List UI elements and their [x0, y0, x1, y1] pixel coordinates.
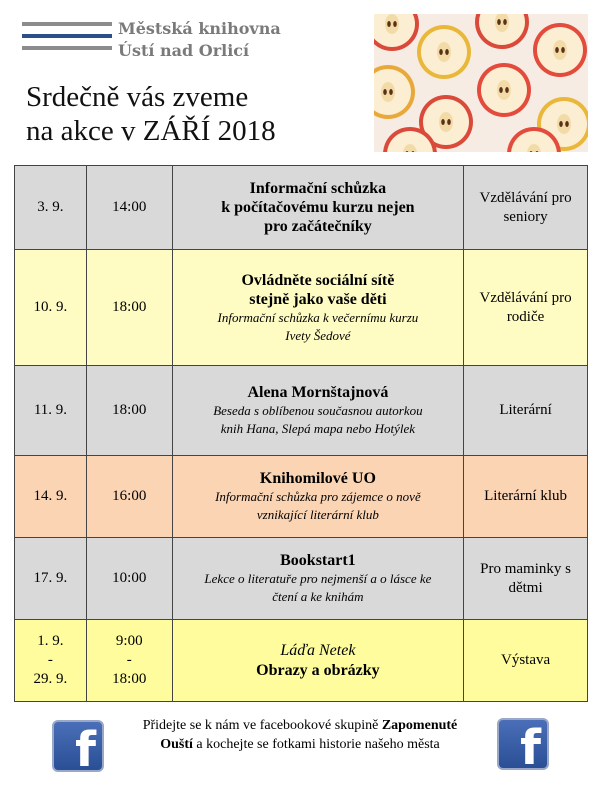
event-subtitle-line: Informační schůzka k večernímu kurzu [217, 309, 419, 325]
event-description [172, 538, 463, 620]
event-description [172, 456, 463, 538]
apple-icon [477, 63, 531, 117]
apple-icon [374, 14, 419, 51]
title-line-2: na akce v ZÁŘÍ 2018 [26, 115, 276, 147]
event-category-text: Literární [499, 402, 552, 418]
event-category [464, 166, 588, 250]
event-row [15, 620, 588, 702]
event-description [172, 250, 463, 366]
event-row [15, 456, 588, 538]
event-date-line: 1. 9. [37, 633, 64, 649]
event-date [15, 456, 87, 538]
event-title-line: Bookstart1 [280, 552, 356, 569]
event-category [464, 250, 588, 366]
event-time-line: - [126, 652, 132, 668]
event-subtitle-line: Informační schůzka pro zájemce o nově [215, 489, 421, 504]
event-row [15, 366, 588, 456]
event-organizer: Láďa Netek [280, 642, 356, 659]
event-category-text: Výstava [500, 652, 551, 668]
event-category-text: Vzdělávání pro rodiče [479, 289, 572, 325]
event-time [86, 366, 172, 456]
event-date [15, 166, 87, 250]
facebook-icon[interactable] [497, 718, 549, 776]
event-date-text: 14. 9. [33, 488, 68, 504]
event-time-text: 18:00 [112, 402, 147, 418]
event-description [172, 166, 463, 250]
event-date-text: 17. 9. [33, 570, 68, 586]
event-category [464, 366, 588, 456]
apple-icon [475, 14, 529, 49]
event-row [15, 166, 588, 250]
event-title-line: stejně jako vaše děti [249, 290, 387, 308]
event-category [464, 620, 588, 702]
event-subtitle-line: Beseda s oblíbenou současnou autorkou [213, 403, 423, 418]
event-subtitle-line: vznikající literární klub [256, 507, 379, 522]
apple-icon [417, 25, 471, 79]
event-title-line: Ovládněte sociální sítě [241, 271, 395, 289]
event-title-line: Knihomilové UO [259, 470, 376, 487]
apple-icon [374, 65, 415, 119]
event-time-line: 18:00 [112, 671, 147, 687]
logo-line-2: Ústí nad Orlicí [118, 41, 250, 60]
event-title-line: k počítačovému kurzu nejen [221, 199, 415, 216]
facebook-icon[interactable] [52, 720, 104, 778]
event-description [172, 620, 463, 702]
logo-line-1: Městská knihovna [118, 19, 281, 38]
event-date [15, 620, 87, 702]
event-date-line: 29. 9. [33, 671, 68, 687]
events-table [14, 165, 588, 702]
facebook-letter: f [75, 722, 96, 778]
event-date [15, 366, 87, 456]
event-title-line: Obrazy a obrázky [256, 662, 380, 679]
event-time-text: 14:00 [112, 199, 147, 215]
footer-text-post: a kochejte se fotkami historie našeho města [192, 737, 440, 752]
facebook-group-link[interactable]: Zapomenuté Ouští [160, 718, 458, 752]
page-title [26, 80, 276, 148]
event-time [86, 620, 172, 702]
event-time [86, 456, 172, 538]
event-subtitle-line: Lekce o literatuře pro nejmenší a o lásce ke [204, 571, 432, 586]
footer-text-pre: Přidejte se k nám ve facebookové skupině [142, 718, 382, 733]
event-time [86, 250, 172, 366]
event-category-text: Literární klub [484, 488, 567, 504]
event-subtitle-line: knih Hana, Slepá mapa nebo Hotýlek [220, 421, 416, 436]
event-subtitle-line: Ivety Šedové [285, 327, 351, 343]
apples-image [374, 14, 588, 152]
event-time-line: 9:00 [115, 633, 143, 649]
event-date-text: 10. 9. [33, 299, 68, 315]
logo-stripes [22, 22, 112, 58]
event-title-line: pro začátečníky [264, 218, 372, 235]
event-date-text: 3. 9. [37, 199, 64, 215]
event-category [464, 538, 588, 620]
event-time-text: 10:00 [112, 570, 147, 586]
title-line-1: Srdečně vás zveme [26, 81, 249, 113]
event-description [172, 366, 463, 456]
apples-illustration [374, 14, 588, 152]
event-date [15, 538, 87, 620]
logo-text [118, 18, 281, 62]
footer-text [140, 716, 460, 754]
facebook-letter: f [520, 720, 541, 776]
event-title-line: Alena Mornštajnová [247, 384, 389, 401]
event-row [15, 250, 588, 366]
event-time [86, 538, 172, 620]
event-row [15, 538, 588, 620]
event-time [86, 166, 172, 250]
library-logo [22, 18, 322, 68]
footer [0, 712, 600, 792]
apple-icon [533, 23, 587, 77]
event-date-text: 11. 9. [33, 402, 68, 418]
event-category-text: Pro maminky s dětmi [480, 560, 571, 596]
event-category-text: Vzdělávání pro seniory [479, 189, 572, 225]
event-subtitle-line: čtení a ke knihám [272, 589, 364, 604]
event-title-line: Informační schůzka [249, 180, 387, 197]
event-date-line: - [47, 652, 53, 668]
event-category [464, 456, 588, 538]
event-time-text: 18:00 [112, 299, 147, 315]
event-time-text: 16:00 [112, 488, 147, 504]
event-date [15, 250, 87, 366]
